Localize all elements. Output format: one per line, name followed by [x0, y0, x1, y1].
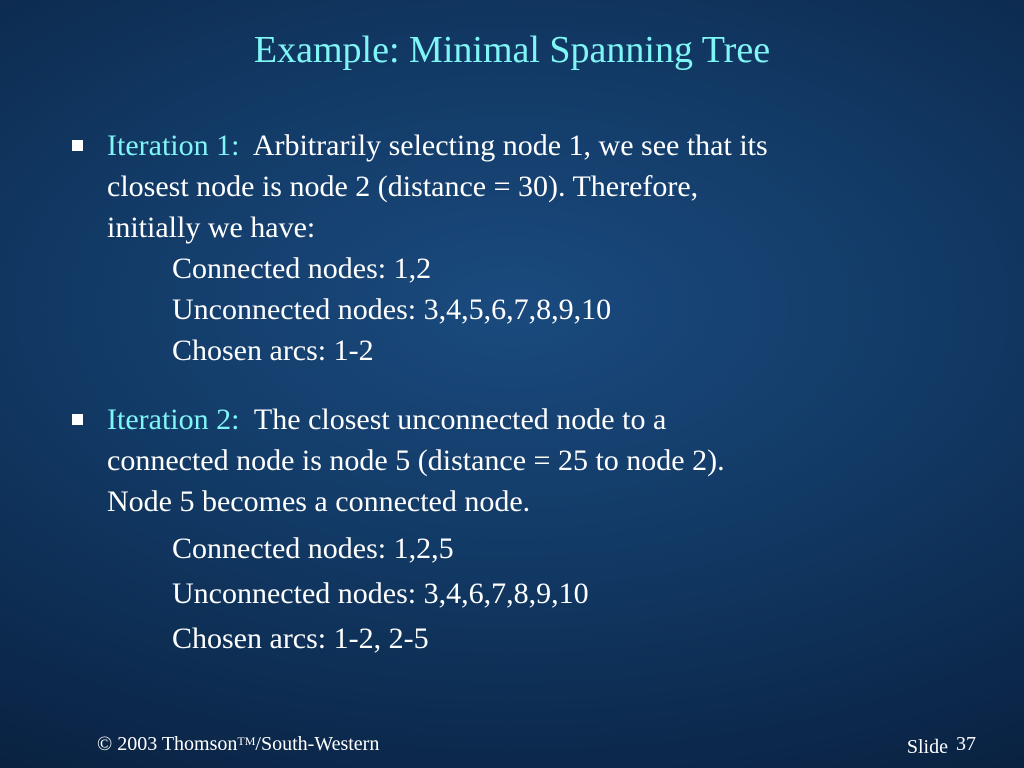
bullet-line: initially we have:: [107, 211, 316, 244]
square-bullet-icon: [72, 414, 83, 425]
footer-slide-number: [907, 733, 976, 759]
copyright-suffix: /South-Western: [255, 733, 380, 755]
footer-copyright: [97, 733, 379, 756]
bullet-text: The closest unconnected node to a: [253, 403, 667, 436]
bullet-line: closest node is node 2 (distance = 30). Therefore,: [107, 170, 699, 203]
chosen-arcs-line: Chosen arcs: 1-2: [172, 334, 374, 367]
connected-nodes-line: Connected nodes: 1,2,5: [172, 532, 454, 565]
connected-nodes-line: Connected nodes: 1,2: [172, 252, 432, 285]
iteration-label: Iteration 2:: [107, 403, 240, 436]
bullet-paragraph: [107, 125, 972, 248]
detail-list: [172, 248, 972, 371]
slide-label: Slide: [906, 736, 948, 758]
slide-title: Example: Minimal Spanning Tree: [253, 29, 771, 71]
bullet-paragraph: [107, 399, 972, 522]
chosen-arcs-line: Chosen arcs: 1-2, 2-5: [172, 622, 429, 655]
bullet-line: connected node is node 5 (distance = 25 to node 2).: [107, 444, 725, 477]
bullet-line: Node 5 becomes a connected node.: [107, 485, 531, 518]
detail-list: [172, 526, 972, 661]
bullet-iteration-1: [72, 125, 972, 371]
unconnected-nodes-line: Unconnected nodes: 3,4,6,7,8,9,10: [172, 577, 589, 610]
unconnected-nodes-line: Unconnected nodes: 3,4,5,6,7,8,9,10: [172, 293, 612, 326]
square-bullet-icon: [72, 140, 83, 151]
iteration-label: Iteration 1:: [107, 129, 240, 162]
copyright-prefix: © 2003 Thomson: [97, 733, 238, 755]
bullet-line: [107, 125, 972, 166]
bullet-iteration-2: [72, 399, 972, 661]
bullet-text: Arbitrarily selecting node 1, we see that its: [252, 129, 768, 162]
trademark-mark: TM: [237, 734, 256, 748]
bullet-line: [107, 399, 972, 440]
slide-number: 37: [956, 733, 976, 755]
